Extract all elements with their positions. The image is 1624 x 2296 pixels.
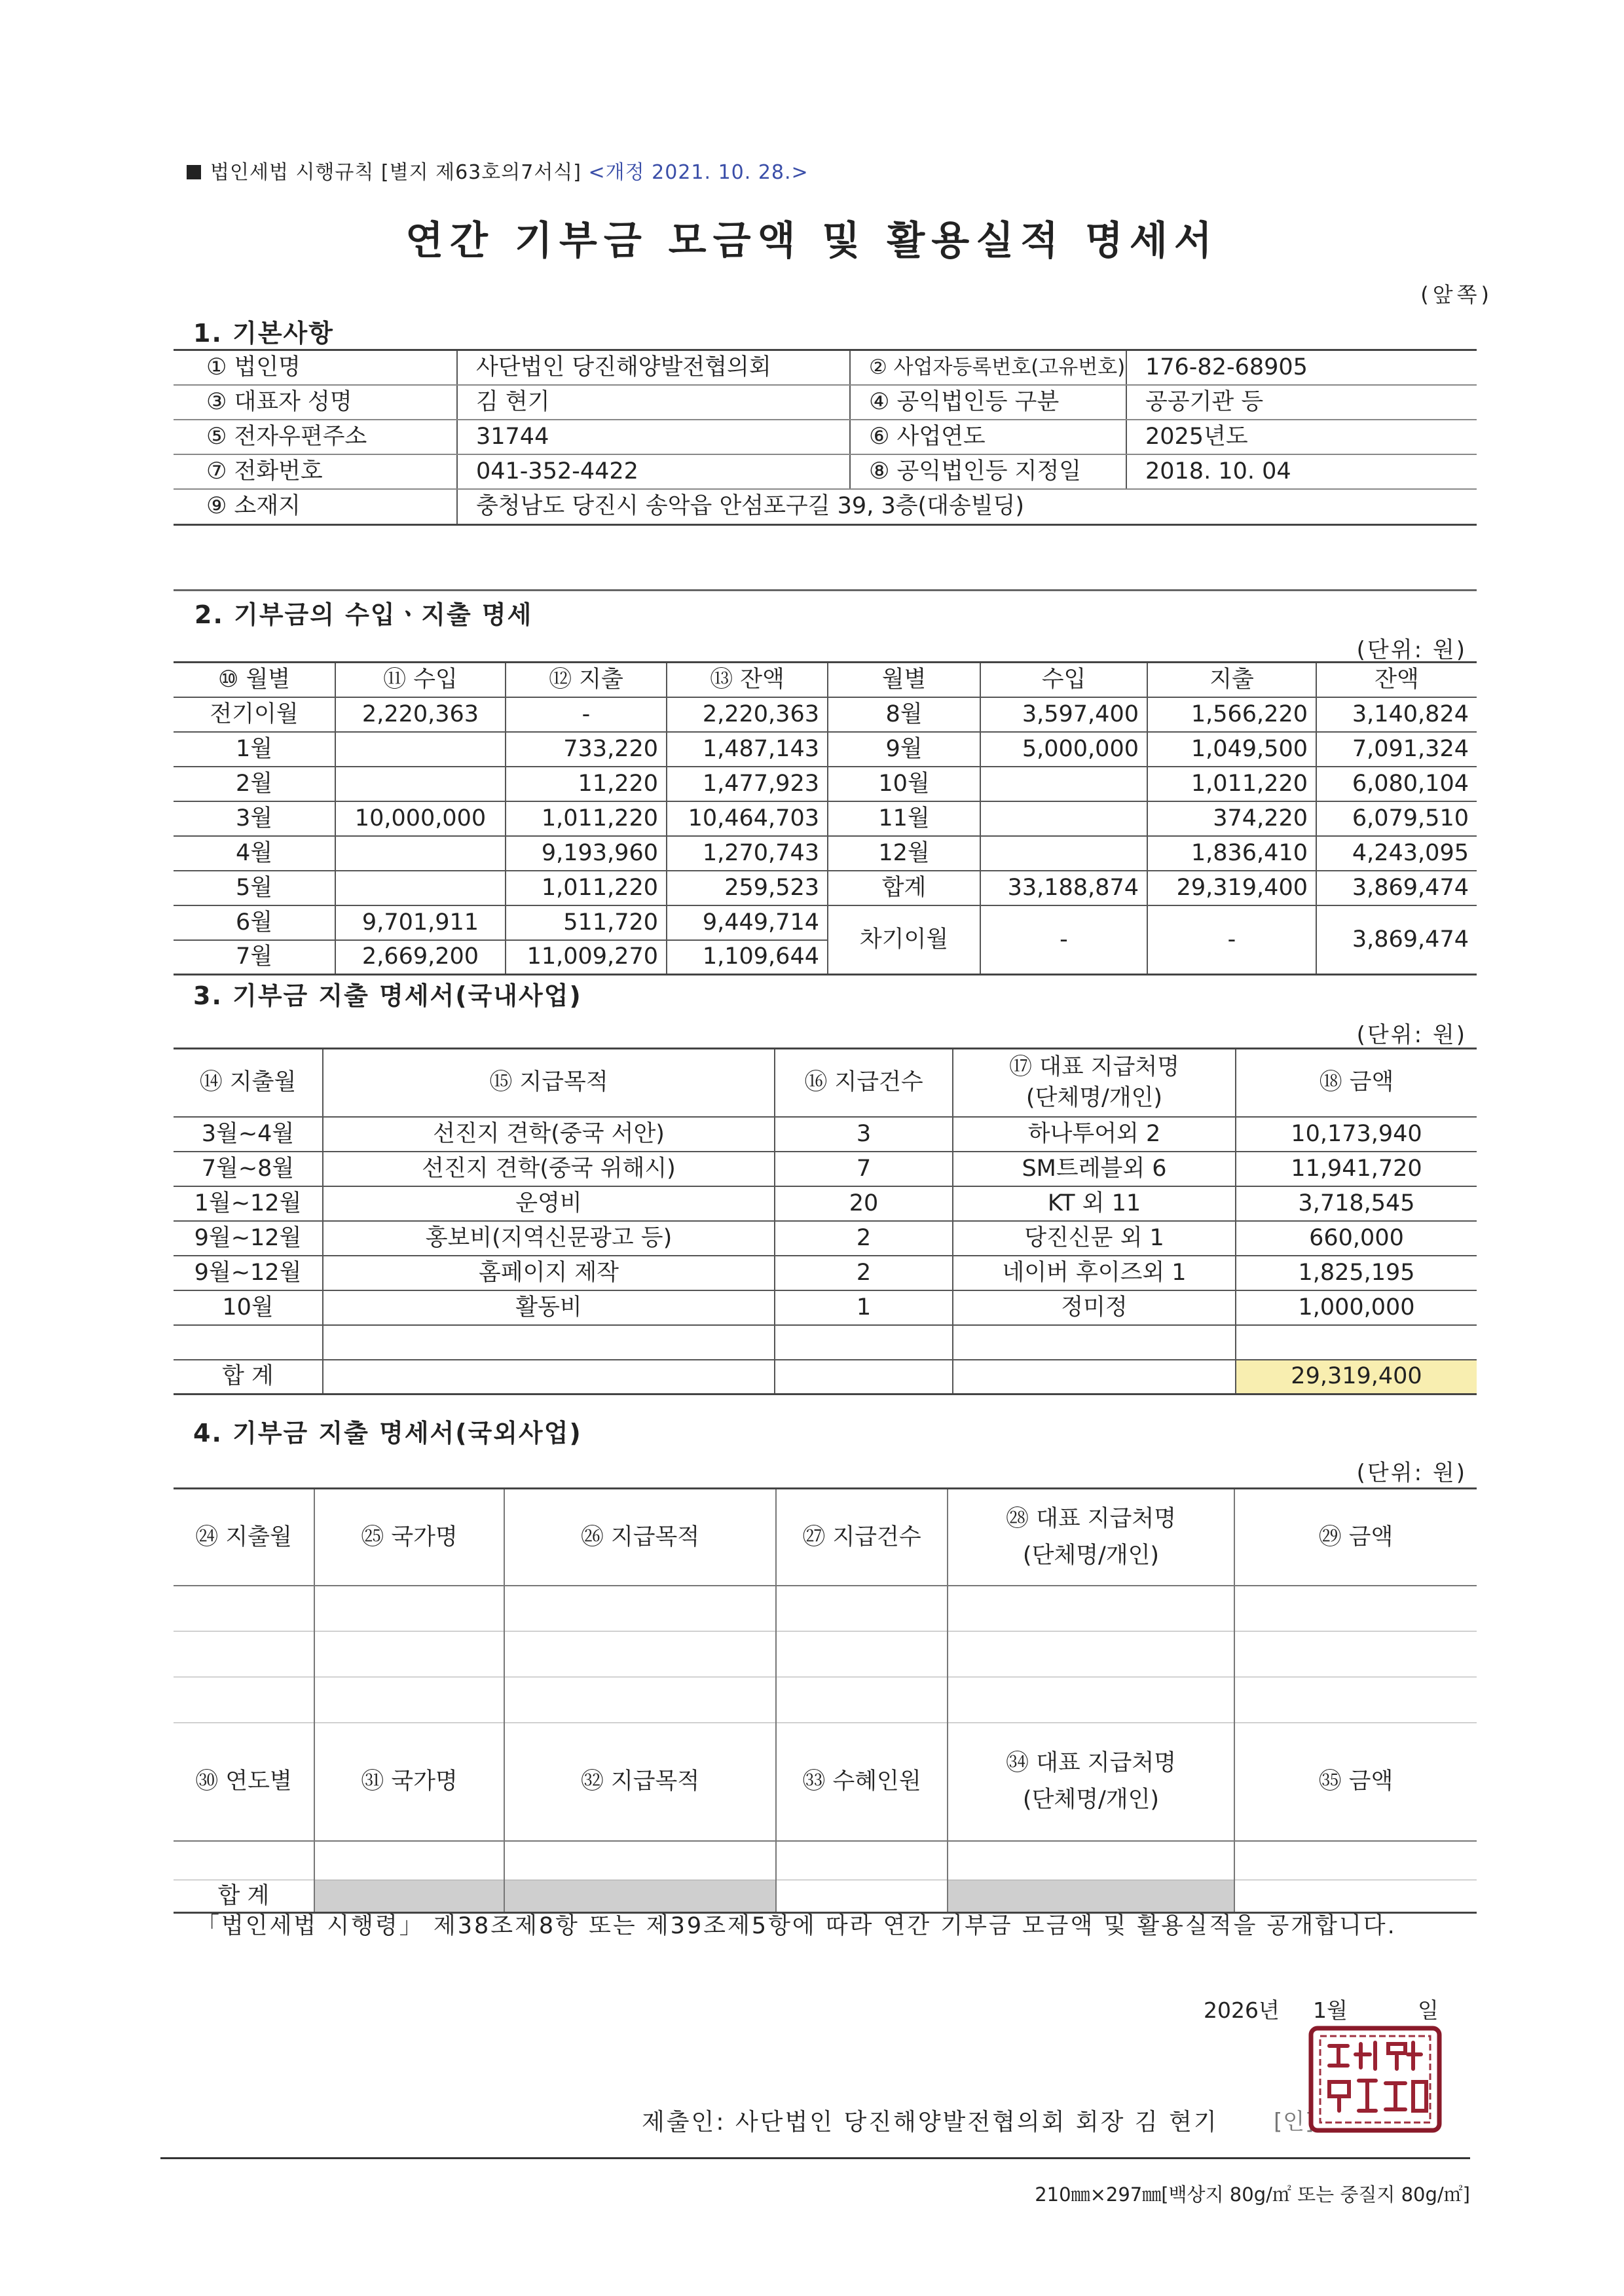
- basic-info-table: [174, 349, 1477, 526]
- table-header-row: [174, 1723, 1477, 1841]
- col-payee-line2: (단체명/개인): [1022, 1787, 1160, 1813]
- col-amount: ㉙ 금액: [1234, 1489, 1477, 1586]
- col-payee: [948, 1489, 1234, 1586]
- cell-income: 33,188,874: [980, 871, 1147, 905]
- section4-unit: (단위: 원): [1356, 1460, 1467, 1486]
- cell-empty: [504, 1677, 776, 1723]
- cell-amount: 1,000,000: [1236, 1290, 1477, 1325]
- cell-empty: [504, 1586, 776, 1631]
- table-row: [174, 1221, 1477, 1256]
- col-purpose: ㉖ 지급목적: [504, 1489, 776, 1586]
- cell-expense: 11,220: [506, 767, 667, 801]
- cell-payee: SM트레블외 6: [953, 1152, 1236, 1186]
- col-expense-2: 지출: [1147, 663, 1316, 697]
- cell-balance: 259,523: [667, 871, 828, 905]
- cell-month: 9월: [828, 732, 980, 767]
- cell-month: 8월: [828, 697, 980, 732]
- label-public-type: ④ 공익법인등 구분: [850, 385, 1126, 420]
- table-row: [174, 1117, 1477, 1152]
- cell-balance: 6,079,510: [1316, 801, 1477, 836]
- cell-empty: [314, 1841, 504, 1880]
- cell-empty: [174, 1841, 314, 1880]
- table-row: [174, 767, 1477, 801]
- total-amount: 29,319,400: [1236, 1360, 1477, 1394]
- value-public-type: 공공기관 등: [1126, 385, 1477, 420]
- col-income-2: 수입: [980, 663, 1147, 697]
- cell-month: 3월~4월: [174, 1117, 323, 1152]
- cell-purpose: 선진지 견학(중국 서안): [323, 1117, 775, 1152]
- cell-balance: 1,487,143: [667, 732, 828, 767]
- value-corp-name: 사단법인 당진해양발전협의회: [457, 350, 850, 385]
- cell-income: 2,220,363: [335, 697, 506, 732]
- cell-balance: 3,140,824: [1316, 697, 1477, 732]
- cell-purpose: 선진지 견학(중국 위해시): [323, 1152, 775, 1186]
- col-expense: ⑫ 지출: [506, 663, 667, 697]
- cell-expense: 9,193,960: [506, 836, 667, 871]
- cell-month: 4월: [174, 836, 335, 871]
- section3-unit: (단위: 원): [1356, 1022, 1467, 1048]
- cell-month: 차기이월: [828, 905, 980, 975]
- cell-empty: [776, 1586, 948, 1631]
- table-total-row: [174, 1360, 1477, 1394]
- cell-purpose: 운영비: [323, 1186, 775, 1221]
- cell-count: 2: [775, 1256, 953, 1290]
- cell-empty: [775, 1325, 953, 1360]
- value-designation-date: 2018. 10. 04: [1126, 454, 1477, 489]
- col-country: ㉛ 국가명: [314, 1723, 504, 1841]
- table-row: [174, 1586, 1477, 1631]
- cell-purpose: 홈페이지 제작: [323, 1256, 775, 1290]
- cell-income: 9,701,911: [335, 905, 506, 940]
- cell-month: 1월~12월: [174, 1186, 323, 1221]
- col-balance: ⑬ 잔액: [667, 663, 828, 697]
- cell-balance: 3,869,474: [1316, 905, 1477, 975]
- col-income: ⑪ 수입: [335, 663, 506, 697]
- cell-month: 합계: [828, 871, 980, 905]
- square-bullet-icon: [187, 165, 201, 179]
- cell-month: 5월: [174, 871, 335, 905]
- cell-month: 7월~8월: [174, 1152, 323, 1186]
- cell-expense: -: [1147, 905, 1316, 975]
- cell-month: 12월: [828, 836, 980, 871]
- cell-empty: [948, 1586, 1234, 1631]
- cell-income: [980, 767, 1147, 801]
- cell-empty: [948, 1631, 1234, 1677]
- cell-empty: [314, 1631, 504, 1677]
- cell-month: 2월: [174, 767, 335, 801]
- col-expense-month: ⑭ 지출월: [174, 1049, 323, 1117]
- cell-expense: 1,049,500: [1147, 732, 1316, 767]
- value-email: 31744: [457, 420, 850, 454]
- cell-expense: 1,011,220: [506, 871, 667, 905]
- table-row: [174, 1325, 1477, 1360]
- disclosure-statement: 「법인세법 시행령」 제38조제8항 또는 제39조제5항에 따라 연간 기부금 모금액 및 활용실적을 공개합니다.: [196, 1913, 1397, 1939]
- value-business-year: 2025년도: [1126, 420, 1477, 454]
- section2-title: [194, 594, 532, 630]
- cell-income: [335, 871, 506, 905]
- total-label: 합 계: [174, 1880, 314, 1913]
- col-month-2: 월별: [828, 663, 980, 697]
- table-row: [174, 1152, 1477, 1186]
- value-phone: 041-352-4422: [457, 454, 850, 489]
- section2-unit: (단위: 원): [1356, 637, 1467, 663]
- bottom-divider: [160, 2157, 1470, 2159]
- cell-month: 3월: [174, 801, 335, 836]
- cell-month: 7월: [174, 940, 335, 975]
- cell-amount: 1,825,195: [1236, 1256, 1477, 1290]
- cell-empty: [314, 1586, 504, 1631]
- table-row: [174, 385, 1477, 420]
- label-business-number: ② 사업자등록번호(고유번호): [850, 350, 1126, 385]
- overseas-expense-table: [174, 1487, 1477, 1914]
- total-label: 합 계: [174, 1360, 323, 1394]
- cell-empty: [953, 1325, 1236, 1360]
- cell-count: 7: [775, 1152, 953, 1186]
- table-row: [174, 350, 1477, 385]
- table-row: [174, 697, 1477, 732]
- cell-empty: [948, 1841, 1234, 1880]
- cell-amount: 10,173,940: [1236, 1117, 1477, 1152]
- cell-balance: 9,449,714: [667, 905, 828, 940]
- cell-empty: [1236, 1325, 1477, 1360]
- cell-amount: 11,941,720: [1236, 1152, 1477, 1186]
- col-purpose: ㉜ 지급목적: [504, 1723, 776, 1841]
- submitter: 제출인: 사단법인 당진해양발전협의회 회장 김 현기: [642, 2109, 1219, 2136]
- col-payee: [948, 1723, 1234, 1841]
- table-header-row: [174, 663, 1477, 697]
- date-month: 1월: [1313, 1997, 1348, 2023]
- cell-amount: 3,718,545: [1236, 1186, 1477, 1221]
- col-purpose: ⑮ 지급목적: [323, 1049, 775, 1117]
- cell-balance: 6,080,104: [1316, 767, 1477, 801]
- table-row: [174, 1186, 1477, 1221]
- col-payee-line1: ㉘ 대표 지급처명: [1005, 1505, 1177, 1532]
- col-amount: ㉟ 금액: [1234, 1723, 1477, 1841]
- date-day: 일: [1418, 1997, 1439, 2023]
- cell-income: -: [980, 905, 1147, 975]
- cell-payee: 정미정: [953, 1290, 1236, 1325]
- cell-count: 2: [775, 1221, 953, 1256]
- cell-empty: [323, 1325, 775, 1360]
- cell-empty: [775, 1360, 953, 1394]
- cell-income: [980, 836, 1147, 871]
- cell-month: 6월: [174, 905, 335, 940]
- table-header-row: [174, 1049, 1477, 1117]
- table-row: [174, 836, 1477, 871]
- label-designation-date: ⑧ 공익법인등 지정일: [850, 454, 1126, 489]
- cell-income: 2,669,200: [335, 940, 506, 975]
- cell-balance: 2,220,363: [667, 697, 828, 732]
- label-address: ⑨ 소재지: [174, 489, 457, 525]
- cell-empty: [776, 1631, 948, 1677]
- cell-payee: 네이버 후이즈외 1: [953, 1256, 1236, 1290]
- col-payee: [953, 1049, 1236, 1117]
- cell-payee: 하나투어외 2: [953, 1117, 1236, 1152]
- cell-count: 1: [775, 1290, 953, 1325]
- domestic-expense-table: [174, 1048, 1477, 1395]
- col-country: ㉕ 국가명: [314, 1489, 504, 1586]
- table-row: [174, 1631, 1477, 1677]
- cell-expense: 1,011,220: [1147, 767, 1316, 801]
- col-payee-line2: (단체명/개인): [1022, 1542, 1160, 1569]
- cell-month: 1월: [174, 732, 335, 767]
- cell-income: 5,000,000: [980, 732, 1147, 767]
- page-title: 연간 기부금 모금액 및 활용실적 명세서: [405, 218, 1219, 264]
- col-expense-month: ㉔ 지출월: [174, 1489, 314, 1586]
- official-seal-icon: [1303, 2023, 1446, 2134]
- paper-spec: 210㎜×297㎜[백상지 80g/㎡ 또는 중질지 80g/㎡]: [1035, 2183, 1470, 2206]
- cell-empty: [174, 1631, 314, 1677]
- cell-purpose: 홍보비(지역신문광고 등): [323, 1221, 775, 1256]
- cell-month: 10월: [174, 1290, 323, 1325]
- cell-empty: [323, 1360, 775, 1394]
- cell-income: [980, 801, 1147, 836]
- cell-expense: 1,566,220: [1147, 697, 1316, 732]
- cell-empty: [504, 1631, 776, 1677]
- cell-empty: [1234, 1841, 1477, 1880]
- table-row: [174, 454, 1477, 489]
- label-phone: ⑦ 전화번호: [174, 454, 457, 489]
- section1-title: 1. 기본사항: [193, 319, 334, 348]
- cell-empty: [1234, 1677, 1477, 1723]
- cell-amount: 660,000: [1236, 1221, 1477, 1256]
- revision-text: <개정 2021. 10. 28.>: [588, 161, 809, 184]
- law-reference: [187, 156, 809, 185]
- cell-expense: 511,720: [506, 905, 667, 940]
- cell-expense: 11,009,270: [506, 940, 667, 975]
- cell-count: 20: [775, 1186, 953, 1221]
- cell-balance: 1,477,923: [667, 767, 828, 801]
- col-balance-2: 잔액: [1316, 663, 1477, 697]
- section-divider: [174, 589, 1477, 591]
- section2-title-text: 2. 기부금의 수입ㆍ지출 명세: [194, 600, 533, 629]
- cell-month: 11월: [828, 801, 980, 836]
- table-header-row: [174, 1489, 1477, 1586]
- seal-mark-label: [인]: [1274, 2109, 1315, 2135]
- table-row: [174, 871, 1477, 905]
- col-amount: ⑱ 금액: [1236, 1049, 1477, 1117]
- cell-balance: 3,869,474: [1316, 871, 1477, 905]
- income-expense-table: [174, 661, 1477, 975]
- cell-month: 9월~12월: [174, 1221, 323, 1256]
- cell-empty: [948, 1677, 1234, 1723]
- cell-expense: 374,220: [1147, 801, 1316, 836]
- col-month: ⑩ 월별: [174, 663, 335, 697]
- table-row: [174, 1841, 1477, 1880]
- value-address: 충청남도 당진시 송악읍 안섬포구길 39, 3층(대송빌딩): [457, 489, 1477, 525]
- cell-income: 3,597,400: [980, 697, 1147, 732]
- cell-empty: [174, 1586, 314, 1631]
- col-year: ㉚ 연도별: [174, 1723, 314, 1841]
- cell-payee: KT 외 11: [953, 1186, 1236, 1221]
- cell-expense: 1,011,220: [506, 801, 667, 836]
- cell-empty: [1234, 1631, 1477, 1677]
- front-side-label: (앞쪽): [1420, 282, 1493, 307]
- col-count: ⑯ 지급건수: [775, 1049, 953, 1117]
- cell-empty: [174, 1677, 314, 1723]
- col-beneficiaries: ㉝ 수혜인원: [776, 1723, 948, 1841]
- cell-purpose: 활동비: [323, 1290, 775, 1325]
- table-row: [174, 1256, 1477, 1290]
- cell-month: 10월: [828, 767, 980, 801]
- law-ref-text: 법인세법 시행규칙 [별지 제63호의7서식]: [210, 161, 581, 184]
- cell-income: [335, 836, 506, 871]
- cell-empty: [1234, 1586, 1477, 1631]
- cell-empty: [174, 1325, 323, 1360]
- col-payee-line1: ㉞ 대표 지급처명: [1005, 1750, 1177, 1777]
- cell-balance: 7,091,324: [1316, 732, 1477, 767]
- cell-balance: 10,464,703: [667, 801, 828, 836]
- value-business-number: 176-82-68905: [1126, 350, 1477, 385]
- section3-title: 3. 기부금 지출 명세서(국내사업): [193, 981, 582, 1010]
- cell-empty: [314, 1677, 504, 1723]
- label-email: ⑤ 전자우편주소: [174, 420, 457, 454]
- table-row: [174, 732, 1477, 767]
- cell-income: [335, 732, 506, 767]
- cell-empty: [776, 1841, 948, 1880]
- cell-payee: 당진신문 외 1: [953, 1221, 1236, 1256]
- cell-count: 3: [775, 1117, 953, 1152]
- table-row: [174, 489, 1477, 525]
- date-year: 2026년: [1204, 1997, 1280, 2023]
- label-business-year: ⑥ 사업연도: [850, 420, 1126, 454]
- cell-month: 9월~12월: [174, 1256, 323, 1290]
- col-payee-line1: ⑰ 대표 지급처명: [1008, 1053, 1180, 1080]
- label-corp-name: ① 법인명: [174, 350, 457, 385]
- table-row: [174, 420, 1477, 454]
- table-row: [174, 905, 1477, 940]
- table-row: [174, 1677, 1477, 1723]
- col-payee-line2: (단체명/개인): [1025, 1084, 1163, 1111]
- cell-expense: 733,220: [506, 732, 667, 767]
- cell-expense: 1,836,410: [1147, 836, 1316, 871]
- col-count: ㉗ 지급건수: [776, 1489, 948, 1586]
- cell-expense: -: [506, 697, 667, 732]
- label-representative: ③ 대표자 성명: [174, 385, 457, 420]
- cell-empty: [776, 1677, 948, 1723]
- table-row: [174, 1290, 1477, 1325]
- cell-balance: 1,109,644: [667, 940, 828, 975]
- cell-month: 전기이월: [174, 697, 335, 732]
- cell-income: [335, 767, 506, 801]
- cell-balance: 4,243,095: [1316, 836, 1477, 871]
- section4-title: 4. 기부금 지출 명세서(국외사업): [193, 1419, 582, 1448]
- cell-balance: 1,270,743: [667, 836, 828, 871]
- cell-empty: [953, 1360, 1236, 1394]
- table-row: [174, 801, 1477, 836]
- cell-empty: [504, 1841, 776, 1880]
- cell-income: 10,000,000: [335, 801, 506, 836]
- value-representative: 김 현기: [457, 385, 850, 420]
- cell-expense: 29,319,400: [1147, 871, 1316, 905]
